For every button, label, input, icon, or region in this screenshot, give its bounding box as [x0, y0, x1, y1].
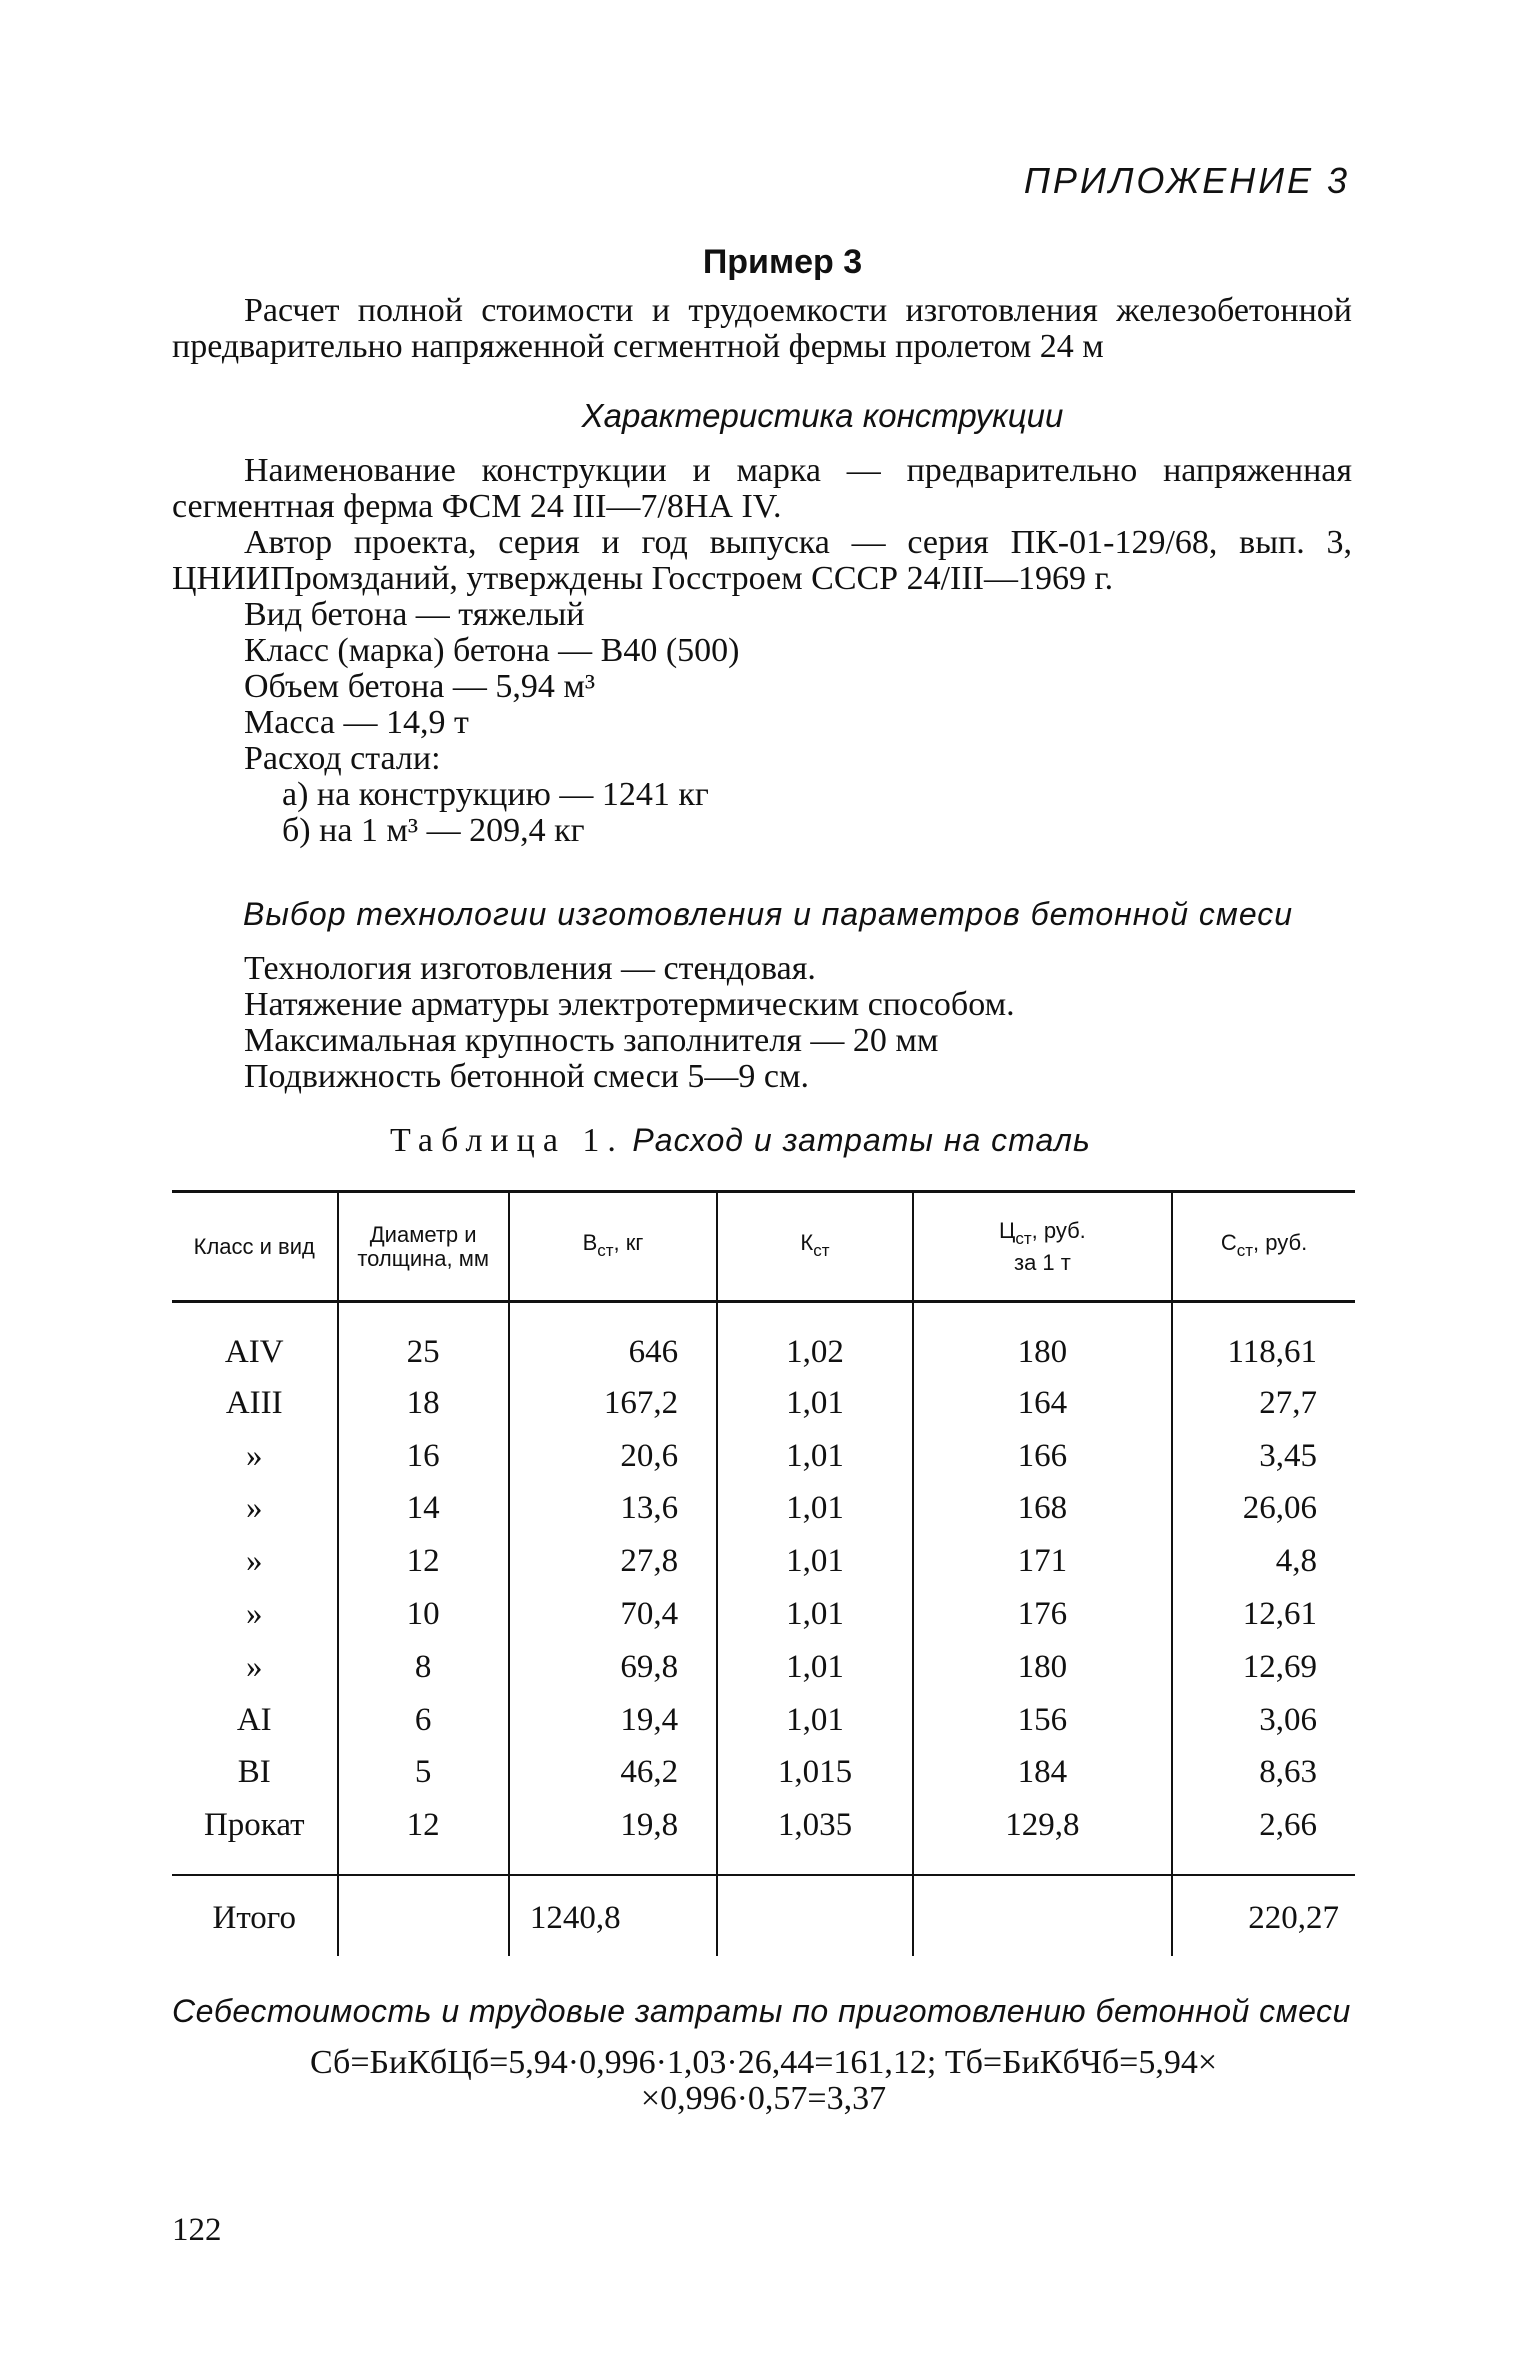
header-k-steel: $К_{ст}$: [717, 1192, 913, 1302]
example-title: Пример 3: [702, 243, 863, 281]
table-row: » 12 27,8 1,01 171 4,8: [172, 1535, 1355, 1588]
technology-heading: Выбор технологии изготовления и параметров бетонной смеси: [243, 896, 1294, 932]
steel-cost-table: [172, 1190, 1355, 1956]
table-row: » 16 20,6 1,01 166 3,45: [172, 1430, 1355, 1483]
table-caption-label: Таблица 1.: [390, 1122, 624, 1159]
table-row: AI 6 19,4 1,01 156 3,06: [172, 1694, 1355, 1747]
table-caption-title: Расход и затраты на сталь: [632, 1122, 1091, 1158]
characteristics-heading: Характеристика конструкции: [581, 397, 1064, 434]
project-author: Автор проекта, серия и год выпуска — серия ПК-01-129/68, вып. 3, ЦНИИПромзданий, утверждены Госстроем СССР 24/III—1969 г.: [172, 524, 1352, 597]
intro-paragraph: [172, 293, 1352, 365]
technology-line: Подвижность бетонной смеси 5—9 см.: [244, 1058, 809, 1095]
cost-formula: [172, 2045, 1355, 2117]
technology-list: [172, 951, 1352, 1095]
header-diameter: Диаметр и толщина, мм: [338, 1192, 509, 1302]
steel-per-construction: а) на конструкцию — 1241 кг: [282, 776, 709, 813]
characteristics-list: [172, 453, 1352, 849]
technology-line: Натяжение арматуры электротермическим способом.: [244, 986, 1015, 1023]
total-label: Итого: [172, 1875, 338, 1956]
table-row: BI 5 46,2 1,015 184 8,63: [172, 1747, 1355, 1800]
steel-per-cubic-meter: б) на 1 м³ — 209,4 кг: [282, 812, 585, 849]
table-caption: [390, 1122, 1091, 1160]
intro-text: Расчет полной стоимости и трудоемкости изготовления железобетонной предварительно напряженной сегментной фермы пролетом 24 м: [172, 292, 1352, 365]
table-row: » 8 69,8 1,01 180 12,69: [172, 1641, 1355, 1694]
formula-line: ×0,996·0,57=3,37: [640, 2080, 887, 2117]
concrete-volume: Объем бетона — 5,94 м³: [244, 668, 596, 705]
appendix-label: ПРИЛОЖЕНИЕ 3: [1023, 160, 1350, 201]
construction-name-mark: Наименование конструкции и марка — предварительно напряженная сегментная ферма ФСМ 24 III—7/8НА IV.: [172, 452, 1352, 525]
table-row: » 10 70,4 1,01 176 12,61: [172, 1588, 1355, 1641]
cost-heading: Себестоимость и трудовые затраты по приготовлению бетонной смеси: [172, 1993, 1351, 2029]
header-c-price: $Ц_{ст}$, руб. за 1 т: [913, 1192, 1172, 1302]
total-b: 1240,8: [509, 1875, 717, 1956]
table-total-row: [172, 1875, 1355, 1956]
page-number: 122: [172, 2212, 222, 2248]
header-class: Класс и вид: [172, 1192, 338, 1302]
table-row: » 14 13,6 1,01 168 26,06: [172, 1483, 1355, 1536]
concrete-class: Класс (марка) бетона — В40 (500): [244, 632, 740, 669]
table-header-row: [172, 1192, 1355, 1302]
steel-consumption-label: Расход стали:: [244, 740, 441, 777]
total-s: 220,27: [1172, 1875, 1355, 1956]
technology-line: Технология изготовления — стендовая.: [244, 950, 816, 987]
table-row: AIV 25 646 1,02 180 118,61: [172, 1302, 1355, 1378]
header-b-steel: $В_{ст}$, кг: [509, 1192, 717, 1302]
header-s-cost: $С_{ст}$, руб.: [1172, 1192, 1355, 1302]
table-row: Прокат 12 19,8 1,035 129,8 2,66: [172, 1799, 1355, 1875]
concrete-type: Вид бетона — тяжелый: [244, 596, 585, 633]
technology-line: Максимальная крупность заполнителя — 20 мм: [244, 1022, 939, 1059]
table-row: AIII 18 167,2 1,01 164 27,7: [172, 1377, 1355, 1430]
formula-line: Сб=БиКбЦб=5,94·0,996·1,03·26,44=161,12; Тб=БиКбЧб=5,94×: [309, 2044, 1218, 2081]
construction-mass: Масса — 14,9 т: [244, 704, 469, 741]
